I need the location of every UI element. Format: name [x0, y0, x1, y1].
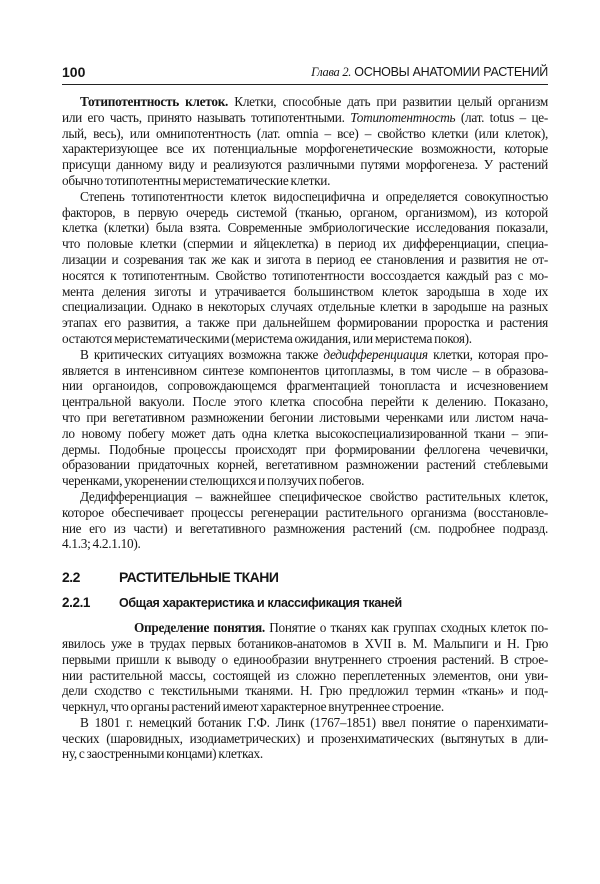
page-body — [62, 85, 548, 762]
text-run: ло новому побегу может дать одна клетка высокоспециализированной ткани – эпи- — [62, 425, 548, 441]
section-title: РАСТИТЕЛЬНЫЕ ТКАНИ — [119, 569, 279, 586]
text-line — [62, 489, 548, 505]
text-run: дели сходство с текстильными тканями. Н. Грю предложил термин «ткань» и под- — [62, 683, 548, 699]
text-line — [62, 157, 548, 173]
text-line — [62, 205, 548, 221]
text-run: образовании придаточных корней, вегетативном размножении растений стеблевыми — [62, 457, 548, 473]
text-line — [62, 426, 548, 442]
text-run: мента деления зиготы и утрачивается большинством клеток зародыша в ходе их — [62, 283, 548, 299]
text-line — [62, 731, 548, 747]
text-line — [62, 410, 548, 426]
italic-term: Тотипотентность — [350, 109, 456, 125]
text-run: клетки, которая про- — [427, 346, 548, 362]
text-run: характеризующее все их потенциальные морфогенетические возможности, которые — [62, 141, 548, 157]
text-line — [62, 315, 548, 331]
text-line — [62, 252, 548, 268]
text-run: 4.1.3; 4.2.1.10). — [62, 536, 141, 552]
text-line — [62, 746, 548, 762]
text-run: дермы. Подобные процессы происходят при формировании феллогена чечевички, — [62, 441, 548, 457]
text-run: носятся к тотипотентным. Свойство тотипотентности воссоздается каждый раз с мо- — [62, 267, 548, 283]
text-run: остаются меристематическими (меристема ожидания, или меристема покоя). — [62, 330, 472, 346]
text-line — [62, 173, 548, 189]
running-header — [62, 64, 548, 85]
text-run: которое обеспечивает процессы регенерации растительного организма (восстановле- — [62, 504, 548, 520]
text-run: клетка (клетки) была взята. Современные эмбриологические исследования показали, — [62, 220, 548, 236]
section-number: 2.2 — [62, 569, 80, 586]
text-run: Степень тотипотентности клеток видоспецифична и определяется совокупностью — [80, 188, 548, 204]
text-run: обычно тотипотентны меристематические клетки. — [62, 172, 331, 188]
text-run: лый, весь), или омнипотентность (лат. omnia – все) – свойство клетки (или клеток), — [62, 125, 548, 141]
text-line — [62, 347, 548, 363]
bold-term: Определение понятия. — [134, 620, 265, 636]
text-line — [62, 236, 548, 252]
text-line — [62, 536, 548, 552]
text-run: этапах его развития, а также при дальнейшем формировании проростка и растения — [62, 315, 548, 331]
text-run: специализации. Однако в некоторых случаях отдельные клетки в зародыше на разных — [62, 299, 548, 315]
text-run: является в интенсивном синтезе компонентов цитоплазмы, в том числе – в образова- — [62, 362, 548, 378]
section-heading — [62, 568, 548, 586]
running-title — [311, 65, 548, 80]
text-run: черенками, укоренении стелющихся и ползучих побегов. — [62, 473, 365, 489]
text-run: Клетки, способные дать при развитии целый организм — [228, 94, 548, 109]
text-run: ние его из части) и вегетативного размножения растений (см. подробнее подразд. — [62, 520, 548, 536]
text-run: ну, с заостренными концами) клетках. — [62, 746, 263, 762]
chapter-label: Глава 2. — [311, 65, 352, 79]
text-line — [62, 473, 548, 489]
text-line — [62, 268, 548, 284]
text-line — [62, 699, 548, 715]
text-line — [62, 683, 548, 699]
body-text-block-2 — [62, 620, 548, 762]
text-line — [62, 126, 548, 142]
text-run: присущи данному виду и реализуются различными путями морфогенеза. У растений — [62, 157, 548, 173]
text-run: или его часть, принято называть тотипотентными. — [62, 109, 351, 125]
page-number: 100 — [62, 64, 86, 80]
text-line — [62, 94, 548, 110]
text-line — [62, 363, 548, 379]
text-run: центральной вакуоли. После этого клетка способна перейти к делению. Показано, — [62, 394, 548, 410]
text-line — [62, 457, 548, 473]
subsection-heading — [62, 594, 548, 612]
text-line — [62, 620, 548, 636]
subsection-number: 2.2.1 — [62, 595, 91, 611]
text-line — [62, 652, 548, 668]
text-run: Понятие о тканях как группах сходных клеток по- — [264, 620, 549, 636]
text-line — [62, 110, 548, 126]
text-run: Дедифференциация – важнейшее специфическое свойство растительных клеток, — [80, 488, 548, 504]
italic-term: дедифференциация — [323, 346, 428, 362]
text-line — [62, 442, 548, 458]
text-line — [62, 394, 548, 410]
text-run: явилось уже в трудах первых ботаников-анатомов в XVII в. М. Мальпиги и Н. Грю — [62, 635, 548, 651]
text-line — [62, 141, 548, 157]
subsection-title: Общая характеристика и классификация тканей — [119, 596, 402, 611]
text-line — [62, 668, 548, 684]
body-text-block-1 — [62, 94, 548, 552]
text-line — [62, 220, 548, 236]
bold-term: Тотипотентность клеток. — [80, 94, 229, 109]
text-run: факторов, в первую очередь системой (тканью, органом, организмом), из которой — [62, 204, 548, 220]
text-line — [62, 715, 548, 731]
text-line — [62, 505, 548, 521]
text-run: черкнул, что органы растений имеют характерное внутреннее строение. — [62, 699, 444, 715]
text-line — [62, 378, 548, 394]
text-run: В критических ситуациях возможна также — [80, 346, 324, 362]
text-run: (лат. totus – це- — [455, 109, 548, 125]
text-run: что половые клетки (спермии и яйцеклетка) в период их дифференциации, специа- — [62, 236, 548, 252]
chapter-title: ОСНОВЫ АНАТОМИИ РАСТЕНИЙ — [354, 65, 548, 79]
text-run: нии органоидов, сопровождающемся фрагментацией тонопласта и исчезновением — [62, 378, 548, 394]
text-run: нии растительной массы, состоящей из сложно переплетенных элементов, они уви- — [62, 667, 548, 683]
text-run: что при вегетативном размножении бегонии листовыми черенками или листом нача- — [62, 409, 548, 425]
text-run: ческих (шаровидных, изодиаметрических) и прозенхиматических (вытянутых в дли- — [62, 730, 548, 746]
text-run: В 1801 г. немецкий ботаник Г.Ф. Линк (1767–1851) ввел понятие о паренхимати- — [80, 714, 548, 730]
text-line — [62, 636, 548, 652]
text-line — [62, 521, 548, 537]
text-line — [62, 331, 548, 347]
text-run: лизации и созревания так же как и зигота в период ее становления и развития не от- — [62, 251, 548, 267]
text-line — [62, 299, 548, 315]
text-run: первыми пришли к выводу о единообразии внутреннего строения растений. В строе- — [62, 651, 548, 667]
text-line — [62, 189, 548, 205]
text-line — [62, 284, 548, 300]
